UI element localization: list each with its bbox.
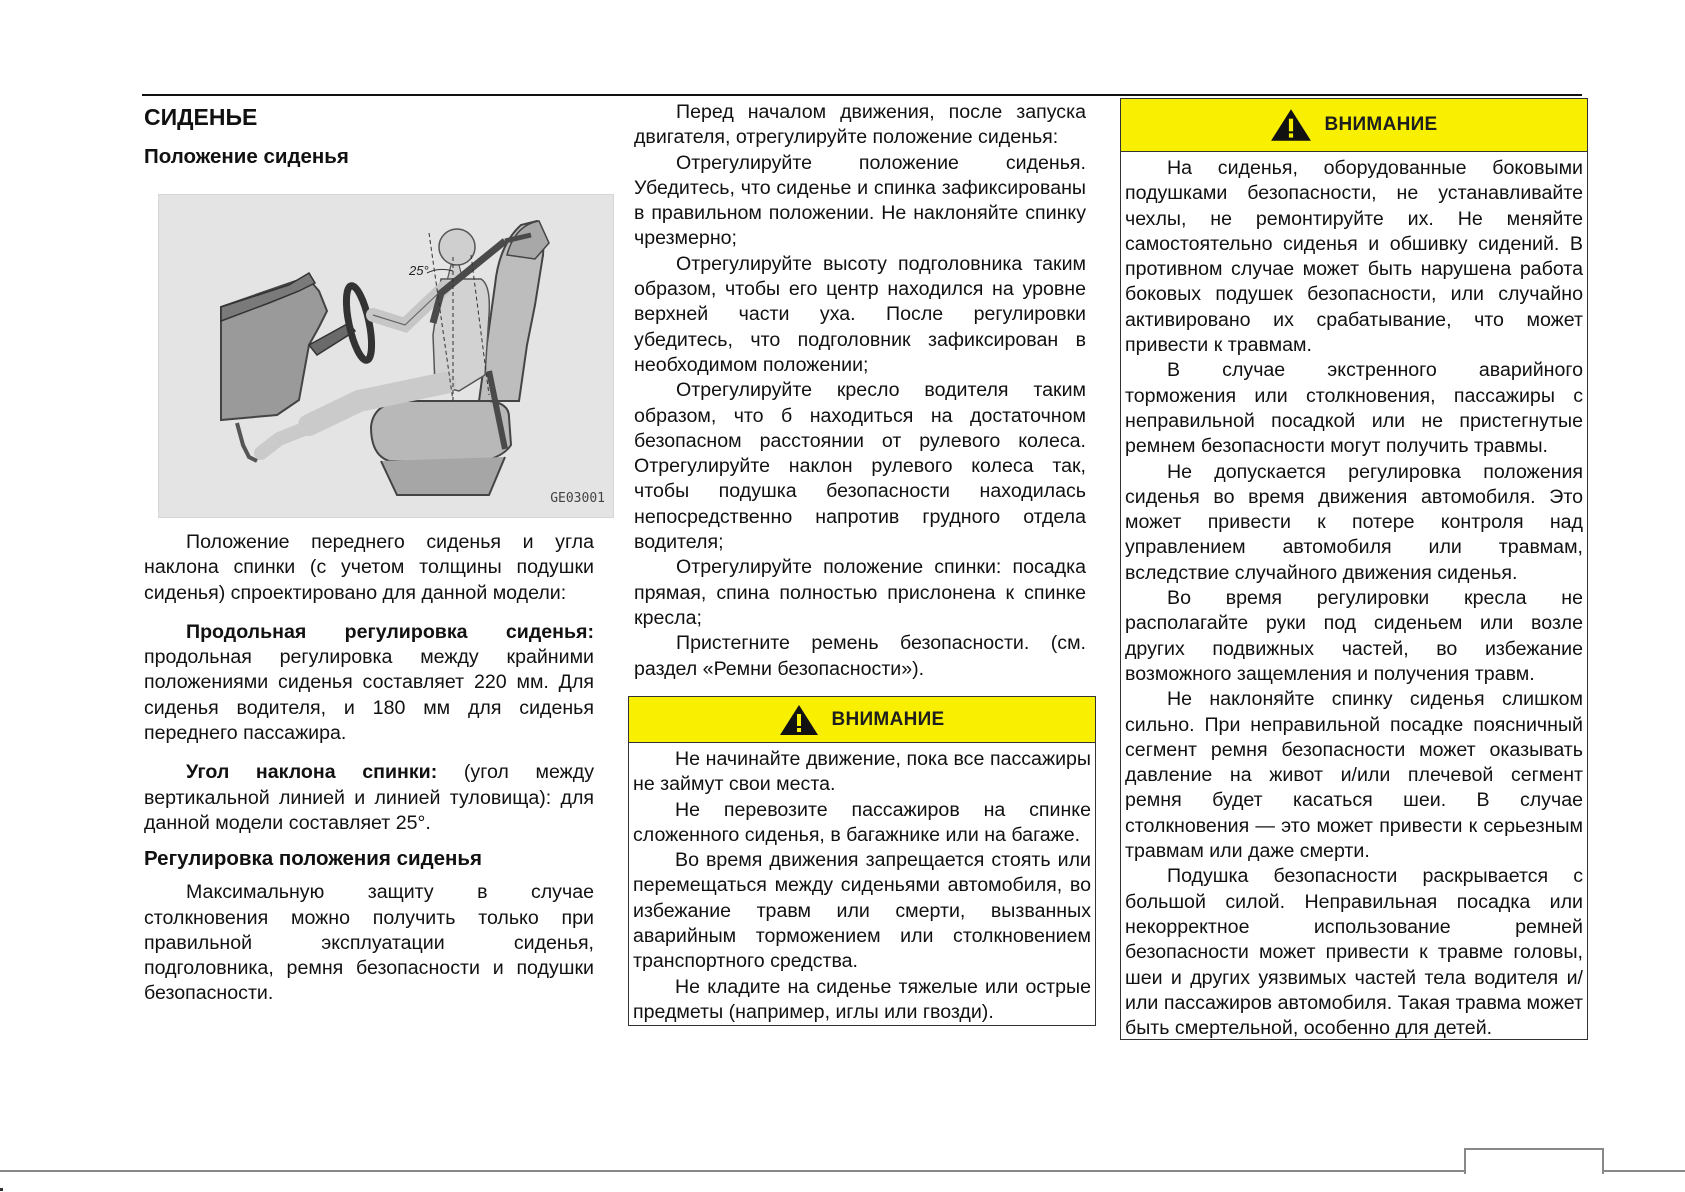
warning-paragraph: Не перевозите пассажиров на спинке сложенного сиденья, в багажнике или на багаже. [633,798,1091,846]
figure-code: GE03001 [550,490,605,506]
adjust-paragraph: Максимальную защиту в случае столкновения можно получить только при правильной эксплуатации сиденья, подголовника, ремня безопасности и подушки безопасности. [144,881,594,1005]
angle-label: 25° [409,263,429,278]
backrest-paragraph [144,760,594,836]
warning-title: ВНИМАНИЕ [831,708,945,730]
warning-paragraph: Во время регулировки кресла не располагайте руки под сиденьем или возле других подвижных частей, во избежание возможного защемления и получения травм. [1125,587,1583,685]
warning-body [629,743,1095,1027]
seat-position-figure [158,194,614,518]
warning-header [1121,99,1587,152]
warning-paragraph: В случае экстренного аварийного торможения или столкновения, пассажиры с неправильной посадкой или не пристегнутые ремнем безопасности могут получить травмы. [1125,359,1583,458]
warning-box-right [1120,98,1588,1040]
col2-paragraph: Отрегулируйте кресло водителя таким образом, что б находиться на достаточном безопасном расстоянии от рулевого колеса. Отрегулируйте наклон рулевого колеса так, чтобы подушка безопасности находилась непосредственно напротив грудного отдела водителя; [634,379,1086,554]
warning-paragraph: Не начинайте движение, пока все пассажиры не займут свои места. [633,748,1091,796]
col2-paragraph: Отрегулируйте положение сиденья. Убедитесь, что сиденье и спинка зафиксированы в правильном положении. Не наклоняйте спинку чрезмерно; [634,151,1086,250]
section-title: СИДЕНЬЕ [144,104,258,130]
warning-header [629,697,1095,743]
longitudinal-paragraph [144,620,594,746]
warning-paragraph: Не допускается регулировка положения сиденья во время движения автомобиля. Это может привести к потере контроля над управлением автомобиля или травмам, вследствие случайного движения сиденья. [1125,460,1583,584]
warning-paragraph: Не наклоняйте спинку сиденья слишком сильно. При неправильной посадке поясничный сегмент ремня безопасности может оказывать давление на живот и/или плечевой сегмент ремня будет касаться шеи. В случае столкновения — это может привести к серьезным травмам или даже смерти. [1125,688,1583,863]
intro-paragraph: Положение переднего сиденья и угла наклона спинки (с учетом толщины подушки сиденья) спроектировано для данной модели: [144,531,594,604]
page-edge-mark [0,1188,3,1191]
warning-paragraph: На сиденья, оборудованные боковыми подушками безопасности, не устанавливайте чехлы, не ремонтируйте их. Не меняйте самостоятельно сиденья и обшивку сидений. В противном случае может быть нарушена работа боковых подушек безопасности, или случайно активировано их срабатывание, что может привести к травмам. [1125,157,1583,357]
warning-paragraph: Не кладите на сиденье тяжелые или острые предметы (например, иглы или гвозди). [633,975,1091,1023]
warning-box-middle [628,696,1096,1026]
longitudinal-text: продольная регулировка между крайними положениями сиденья составляет 220 мм. Для сиденья водителя, и 180 мм для сиденья переднего пассажира. [144,646,594,745]
seated-driver-illustration [159,195,613,517]
backrest-label: Угол наклона спинки: [186,761,438,784]
col2-paragraph: Перед началом движения, после запуска двигателя, отрегулируйте положение сиденья: [634,101,1086,149]
warning-body [1121,152,1587,1043]
col2-paragraph: Отрегулируйте высоту подголовника таким образом, чтобы его центр находился на уровне верхней части уха. После регулировки убедитесь, что подголовник зафиксирован в необходимом положении; [634,252,1086,376]
top-rule [142,94,1582,96]
col2-paragraph: Отрегулируйте положение спинки: посадка прямая, спина полностью прислонена к спинке кресла; [634,556,1086,629]
subsection-title: Положение сиденья [144,145,349,168]
column-1 [144,100,605,1007]
warning-title: ВНИМАНИЕ [1324,114,1438,135]
warning-paragraph: Подушка безопасности раскрывается с большой силой. Неправильная посадка или некорректное использование ремней безопасности может привести к травме головы, шеи и других уязвимых частей тела водителя и/или пассажиров автомобиля. Такая травма может быть смертельной, особенно для детей. [1125,865,1583,1040]
warning-triangle-icon [779,704,819,736]
warning-triangle-icon [1270,108,1312,142]
longitudinal-label: Продольная регулировка сиденья: [186,620,594,643]
adjust-heading: Регулировка положения сиденья [144,847,482,871]
bottom-rule [0,1170,1685,1172]
column-2 [634,100,1086,682]
page-number-tab [1464,1148,1604,1174]
col2-paragraph: Пристегните ремень безопасности. (см. раздел «Ремни безопасности»). [634,632,1086,680]
backrest-text: (угол между вертикальной линией и линией туловища): для данной модели составляет 25°. [144,761,594,834]
warning-paragraph: Во время движения запрещается стоять или перемещаться между сиденьями автомобиля, во избежание травм или смерти, вызванных аварийным торможением или столкновением транспортного средства. [633,849,1091,973]
